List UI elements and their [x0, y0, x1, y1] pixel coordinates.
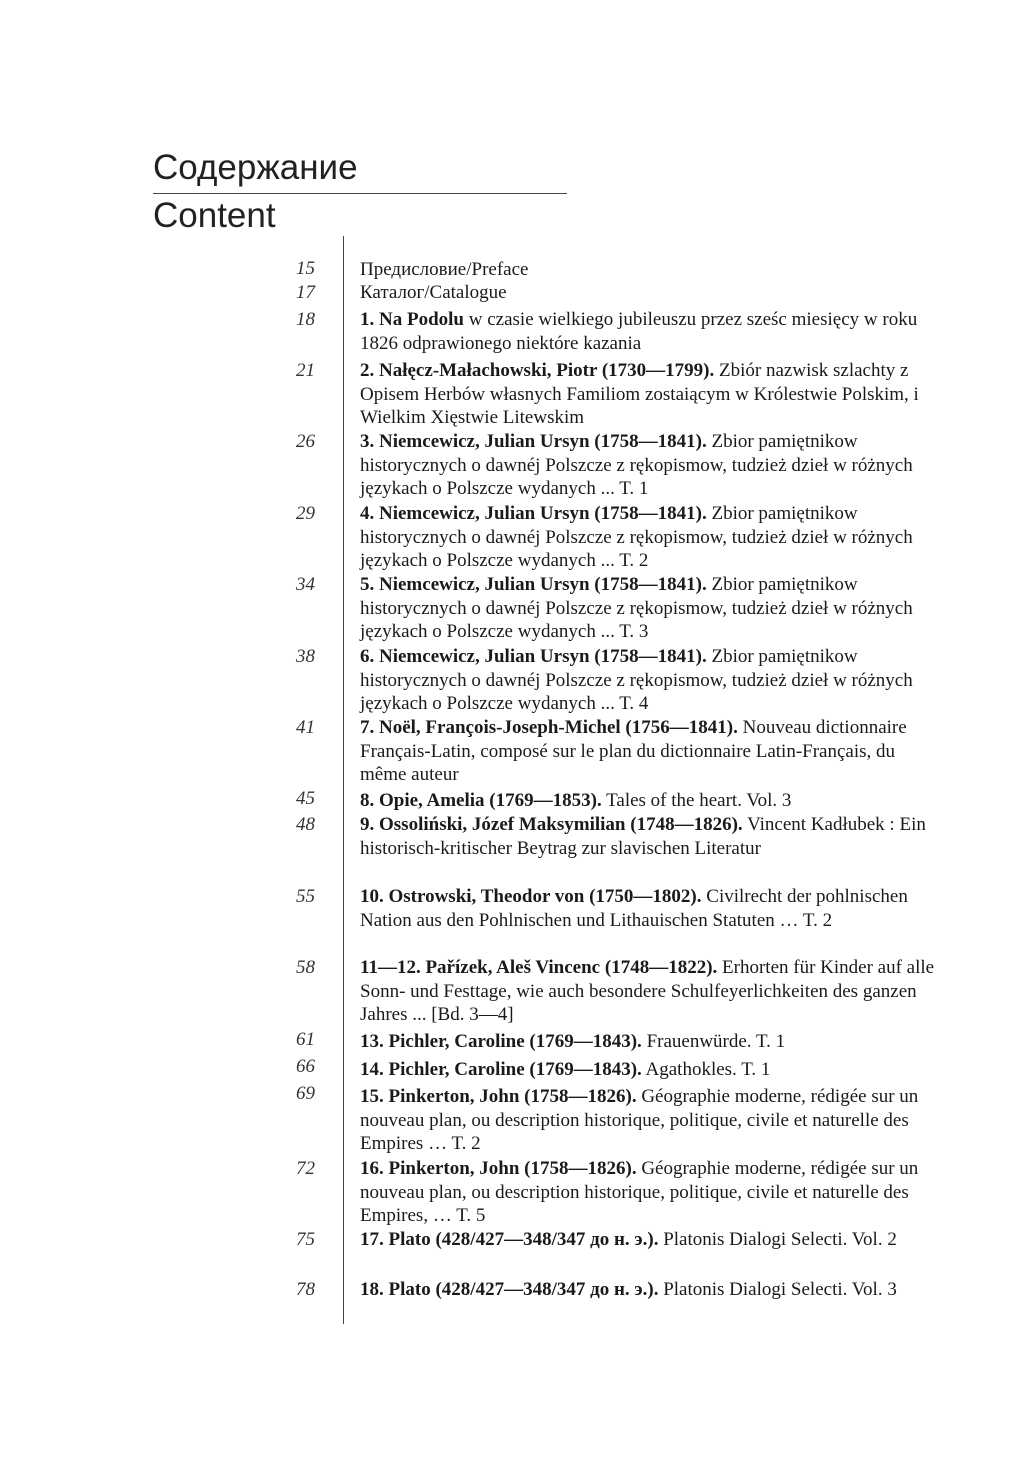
entry-title: Platonis Dialogi Selecti. Vol. 3 — [658, 1279, 897, 1300]
entry-author: 16. Pinkerton, John (1758—1826). — [360, 1158, 637, 1179]
entry-author: 13. Pichler, Caroline (1769—1843). — [360, 1031, 642, 1052]
entry-title: Tales of the heart. Vol. 3 — [601, 790, 792, 811]
title-russian: Содержание — [153, 146, 567, 194]
entry-title: Platonis Dialogi Selecti. Vol. 2 — [658, 1229, 897, 1250]
entry-text — [360, 430, 940, 501]
entry-text — [360, 813, 940, 860]
entry-title: Erhorten für Kinder auf alle Sonn- und Festtage, wie auch besondere Schulfeyerlichkeiten des ganzen Jahres ... [Bd. 3—4] — [360, 957, 935, 1026]
page-number: 38 — [296, 646, 315, 667]
toc-heading — [153, 146, 567, 238]
entry-title: Zbior pamiętnikow historycznych o dawnéj Polszcze z rękopismow, tudzież dzieł w różnych językach o Polszcze wydanych ... T. 2 — [360, 503, 913, 572]
page-number: 34 — [296, 574, 315, 595]
entry-text — [360, 1085, 940, 1156]
entry-text — [360, 956, 940, 1027]
entry-title: Civilrecht der pohlnischen Nation aus den Pohlnischen und Lithauischen Statuten … T. 2 — [360, 886, 908, 931]
entry-author: 9. Ossoliński, Józef Maksymilian (1748—1826). — [360, 814, 743, 835]
page-number: 45 — [296, 788, 315, 809]
entry-title: Géographie moderne, rédigée sur un nouveau plan, ou description historique, politique, civile et naturelle des Empires … T. 2 — [360, 1086, 919, 1155]
entry-text — [360, 308, 940, 355]
entry-author: 17. Plato (428/427—348/347 до н. э.). — [360, 1229, 659, 1250]
entry-title: Agathokles. T. 1 — [641, 1059, 771, 1080]
entry-title: Zbior pamiętnikow historycznych o dawnéj Polszcze z rękopismow, tudzież dzieł w różnych językach o Polszcze wydanych ... T. 1 — [360, 431, 913, 500]
entry-author: 15. Pinkerton, John (1758—1826). — [360, 1086, 637, 1107]
page-number: 61 — [296, 1029, 315, 1050]
title-english: Content — [153, 196, 276, 235]
entry-title: Frauenwürde. T. 1 — [641, 1031, 786, 1052]
entry-title: Предисловие/Preface — [360, 259, 529, 280]
page-number: 48 — [296, 814, 315, 835]
entry-text — [360, 502, 940, 573]
entry-title: Каталог/Catalogue — [360, 282, 507, 303]
entry-text — [360, 1058, 940, 1082]
entry-author: 10. Ostrowski, Theodor von (1750—1802). — [360, 886, 702, 907]
entry-author: 2. Nałęcz-Małachowski, Piotr (1730—1799). — [360, 360, 715, 381]
entry-title: Vincent Kadłubek : Ein historisch-kritischer Beytrag zur slavischen Literatur — [360, 814, 926, 859]
entry-title: Nouveau dictionnaire Français-Latin, composé sur le plan du dictionnaire Latin-Français, du même auteur — [360, 717, 907, 786]
page-number: 69 — [296, 1083, 315, 1104]
page-number: 18 — [296, 309, 315, 330]
page-number: 15 — [296, 258, 315, 279]
entry-title: Zbiór nazwisk szlachty z Opisem Herbów własnych Familiom zostaiącym w Królestwie Polskim, i Wielkim Xięstwie Litewskim — [360, 360, 919, 429]
entry-text — [360, 645, 940, 716]
page-number: 66 — [296, 1056, 315, 1077]
entry-text — [360, 281, 940, 305]
entry-text — [360, 258, 940, 282]
entry-text — [360, 716, 940, 787]
entry-text — [360, 1228, 940, 1252]
entry-author: 8. Opie, Amelia (1769—1853). — [360, 790, 602, 811]
entry-text — [360, 573, 940, 644]
page-number: 58 — [296, 957, 315, 978]
page-number: 72 — [296, 1158, 315, 1179]
entry-text — [360, 789, 940, 813]
page-number: 75 — [296, 1229, 315, 1250]
entry-author: 6. Niemcewicz, Julian Ursyn (1758—1841). — [360, 646, 707, 667]
entry-author: 5. Niemcewicz, Julian Ursyn (1758—1841). — [360, 574, 707, 595]
entry-author: 4. Niemcewicz, Julian Ursyn (1758—1841). — [360, 503, 707, 524]
entry-author: 7. Noël, François-Joseph-Michel (1756—1841). — [360, 717, 738, 738]
entry-text — [360, 359, 940, 430]
entry-text — [360, 885, 940, 932]
entry-author: 1. Na Podolu — [360, 309, 464, 330]
page-number: 78 — [296, 1279, 315, 1300]
page-number: 29 — [296, 503, 315, 524]
entry-text — [360, 1278, 940, 1302]
entry-text — [360, 1157, 940, 1228]
entry-title: Zbior pamiętnikow historycznych o dawnéj Polszcze z rękopismow, tudzież dzieł w różnych językach o Polszcze wydanych ... T. 4 — [360, 646, 913, 715]
page-number: 17 — [296, 282, 315, 303]
entry-title: w czasie wielkiego jubileuszu przez sześc miesięcy w roku 1826 odprawionego niektóre kazania — [360, 309, 918, 354]
entry-text — [360, 1030, 940, 1054]
column-divider — [343, 236, 344, 1324]
entry-author: 3. Niemcewicz, Julian Ursyn (1758—1841). — [360, 431, 707, 452]
page-number: 26 — [296, 431, 315, 452]
entry-author: 11—12. Pařízek, Aleš Vincenc (1748—1822). — [360, 957, 718, 978]
entry-title: Géographie moderne, rédigée sur un nouveau plan, ou description historique, politique, civile et naturelle des Empires, … T. 5 — [360, 1158, 919, 1227]
entry-author: 14. Pichler, Caroline (1769—1843). — [360, 1059, 642, 1080]
page-number: 41 — [296, 717, 315, 738]
page-number: 21 — [296, 360, 315, 381]
page-number: 55 — [296, 886, 315, 907]
entry-title: Zbior pamiętnikow historycznych o dawnéj Polszcze z rękopismow, tudzież dzieł w różnych językach o Polszcze wydanych ... T. 3 — [360, 574, 913, 643]
entry-author: 18. Plato (428/427—348/347 до н. э.). — [360, 1279, 659, 1300]
